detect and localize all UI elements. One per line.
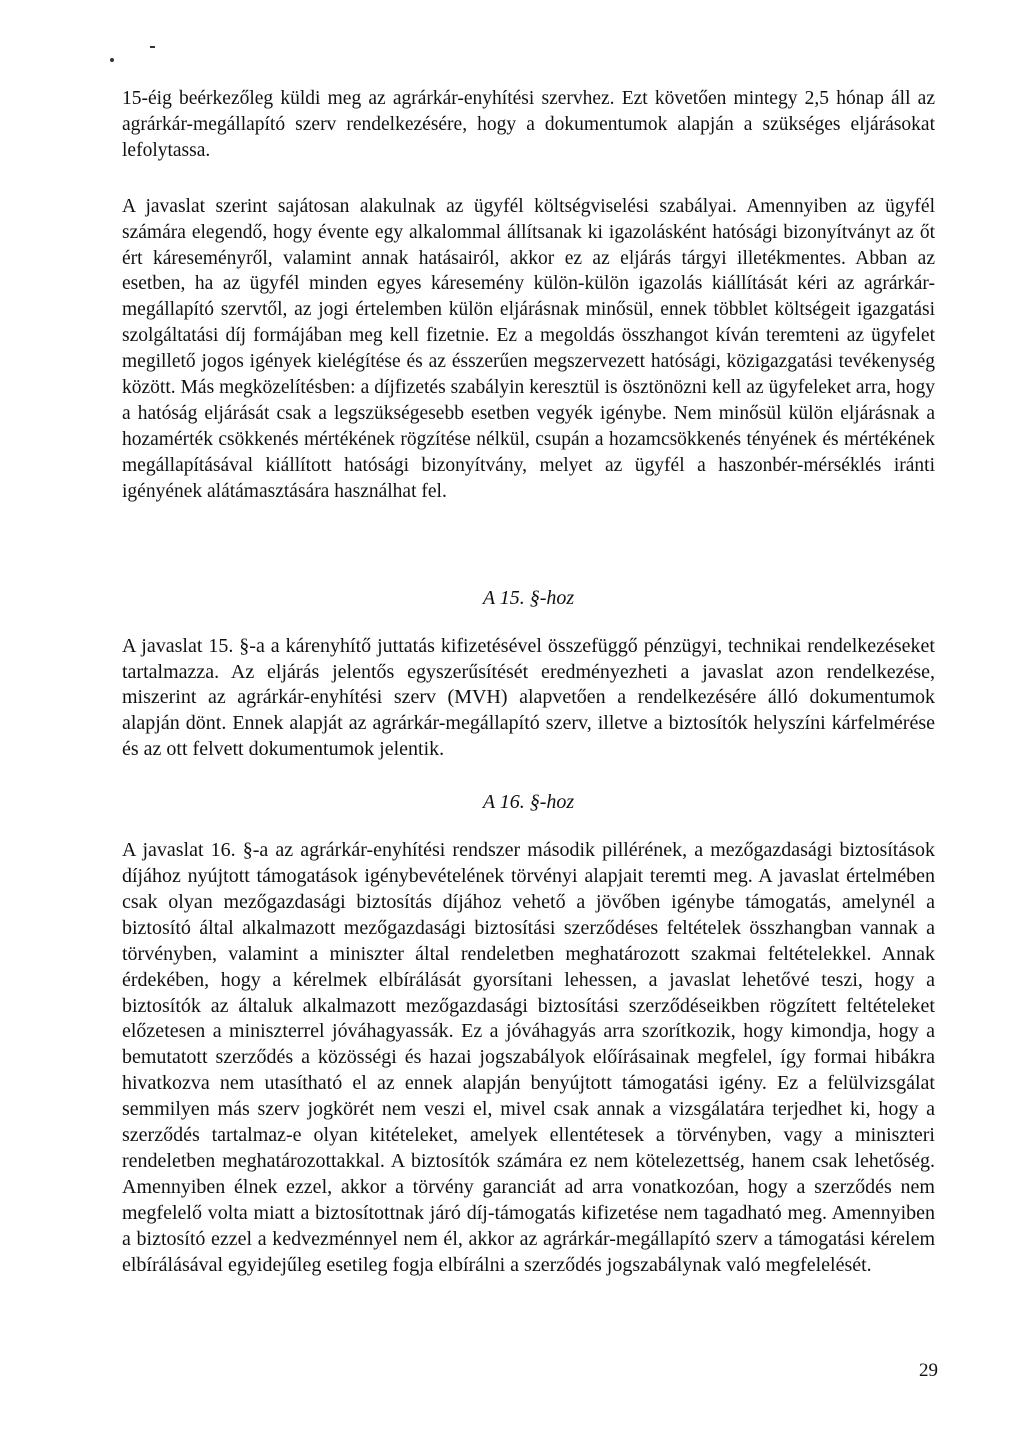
paragraph-continuation: 15-éig beérkezőleg küldi meg az agrárkár-enyhítési szervhez. Ezt követően mintegy 2,5 hónap áll az agrárkár-megállapító szerv rendelkezésére, hogy a dokumentumok alapján a szükséges eljárásokat lefolytassa. <box>122 88 935 161</box>
scan-speck <box>110 58 114 62</box>
scan-speck <box>150 46 155 48</box>
section-16-text: A javaslat 16. §-a az agrárkár-enyhítési rendszer második pillérének, a mezőgazdasági biztosítások díjához nyújtott támogatások igénybevételének törvényi alapjait teremti meg. A javaslat értelmében csak olyan mezőgazdasági biztosítás díjához vehető a jövőben igénybe támogatás, amelynél a biztosító által alkalmazott mezőgazdasági biztosítási szerződéses feltételek összhangban vannak a törvényben, valamint a miniszter által rendeletben meghatározott szakmai feltételekkel. Annak érdekében, hogy a kérelmek elbírálását gyorsítani lehessen, a javaslat lehetővé teszi, hogy a biztosítók az általuk alkalmazott mezőgazdasági biztosítási szerződéseikben rögzített feltételeket előzetesen a miniszterrel jóváhagyassák. Ez a jóváhagyás arra szorítkozik, hogy kimondja, hogy a bemutatott szerződés a közösségi és hazai jogszabályok előírásainak megfelel, így formai hibákra hivatkozva nem utasítható el az ennek alapján benyújtott támogatási igény. Ez a felülvizsgálat semmilyen más szerv jogkörét nem veszi el, mivel csak annak a vizsgálatára terjedhet ki, hogy a szerződés tartalmaz-e olyan kitételeket, amelyek ellentétesek a törvényben, vagy a miniszteri rendeletben meghatározottakkal. A biztosítók számára ez nem kötelezettség, hanem csak lehetőség. Amennyiben élnek ezzel, akkor a törvény garanciát ad arra vonatkozóan, hogy a szerződés nem megfelelő volta miatt a biztosítottnak járó díj-támogatás kifizetése nem tagadható meg. Amennyiben a biztosító ezzel a kedvezménnyel nem él, akkor az agrárkár-megállapító szerv a támogatási kérelem elbírálásával egyidejűleg esetileg fogja elbírálni a szerződés jogszabálynak való megfelelését. <box>122 839 935 1276</box>
section-15-text: A javaslat 15. §-a a kárenyhítő juttatás kifizetésével összefüggő pénzügyi, technikai rendelkezéseket tartalmazza. Az eljárás jelentős egyszerűsítését eredményezheti a javaslat azon rendelkezése, miszerint az agrárkár-enyhítési szerv (MVH) alapvetően a rendelkezésére álló dokumentumok alapján dönt. Ennek alapját az agrárkár-megállapító szerv, illetve a biztosítók helyszíni kárfelmérése és az ott felvett dokumentumok jelentik. <box>122 634 935 761</box>
section-heading-15: A 15. §-hoz <box>482 586 575 609</box>
document-page <box>122 86 935 1279</box>
section-heading-16: A 16. §-hoz <box>482 791 575 814</box>
paragraph-cost-rules: A javaslat szerint sajátosan alakulnak az ügyfél költségviselési szabályai. Amennyiben az ügyfél számára elegendő, hogy évente egy alkalommal állítsanak ki igazolásként hatósági bizonyítványt az őt ért káreseményről, valamint annak hatásairól, akkor ez az eljárás tárgyi illetékmentes. Abban az esetben, ha az ügyfél minden egyes káresemény külön-külön igazolás kiállítását kéri az agrárkár-megállapító szervtől, az jogi értelemben külön eljárásnak minősül, ennek többlet költségeit igazgatási szolgáltatási díj formájában meg kell fizetnie. Ez a megoldás összhangot kíván teremteni az ügyfelet megillető jogos igények kielégítése és az ésszerűen megszervezett hatósági, közigazgatási tevékenység között. Más megközelítésben: a díjfizetés szabályin keresztül is ösztönözni kell az ügyfeleket arra, hogy a hatóság eljárását csak a legszükségesebb esetben vegyék igénybe. Nem minősül külön eljárásnak a hozamérték csökkenés mértékének rögzítése nélkül, csupán a hozamcsökkenés tényének és mértékének megállapításával kiállított hatósági bizonyítvány, melyet az ügyfél a haszonbér-mérséklés iránti igényének alátámasztására használhat fel. <box>122 195 935 502</box>
page-number: 29 <box>919 1360 938 1381</box>
